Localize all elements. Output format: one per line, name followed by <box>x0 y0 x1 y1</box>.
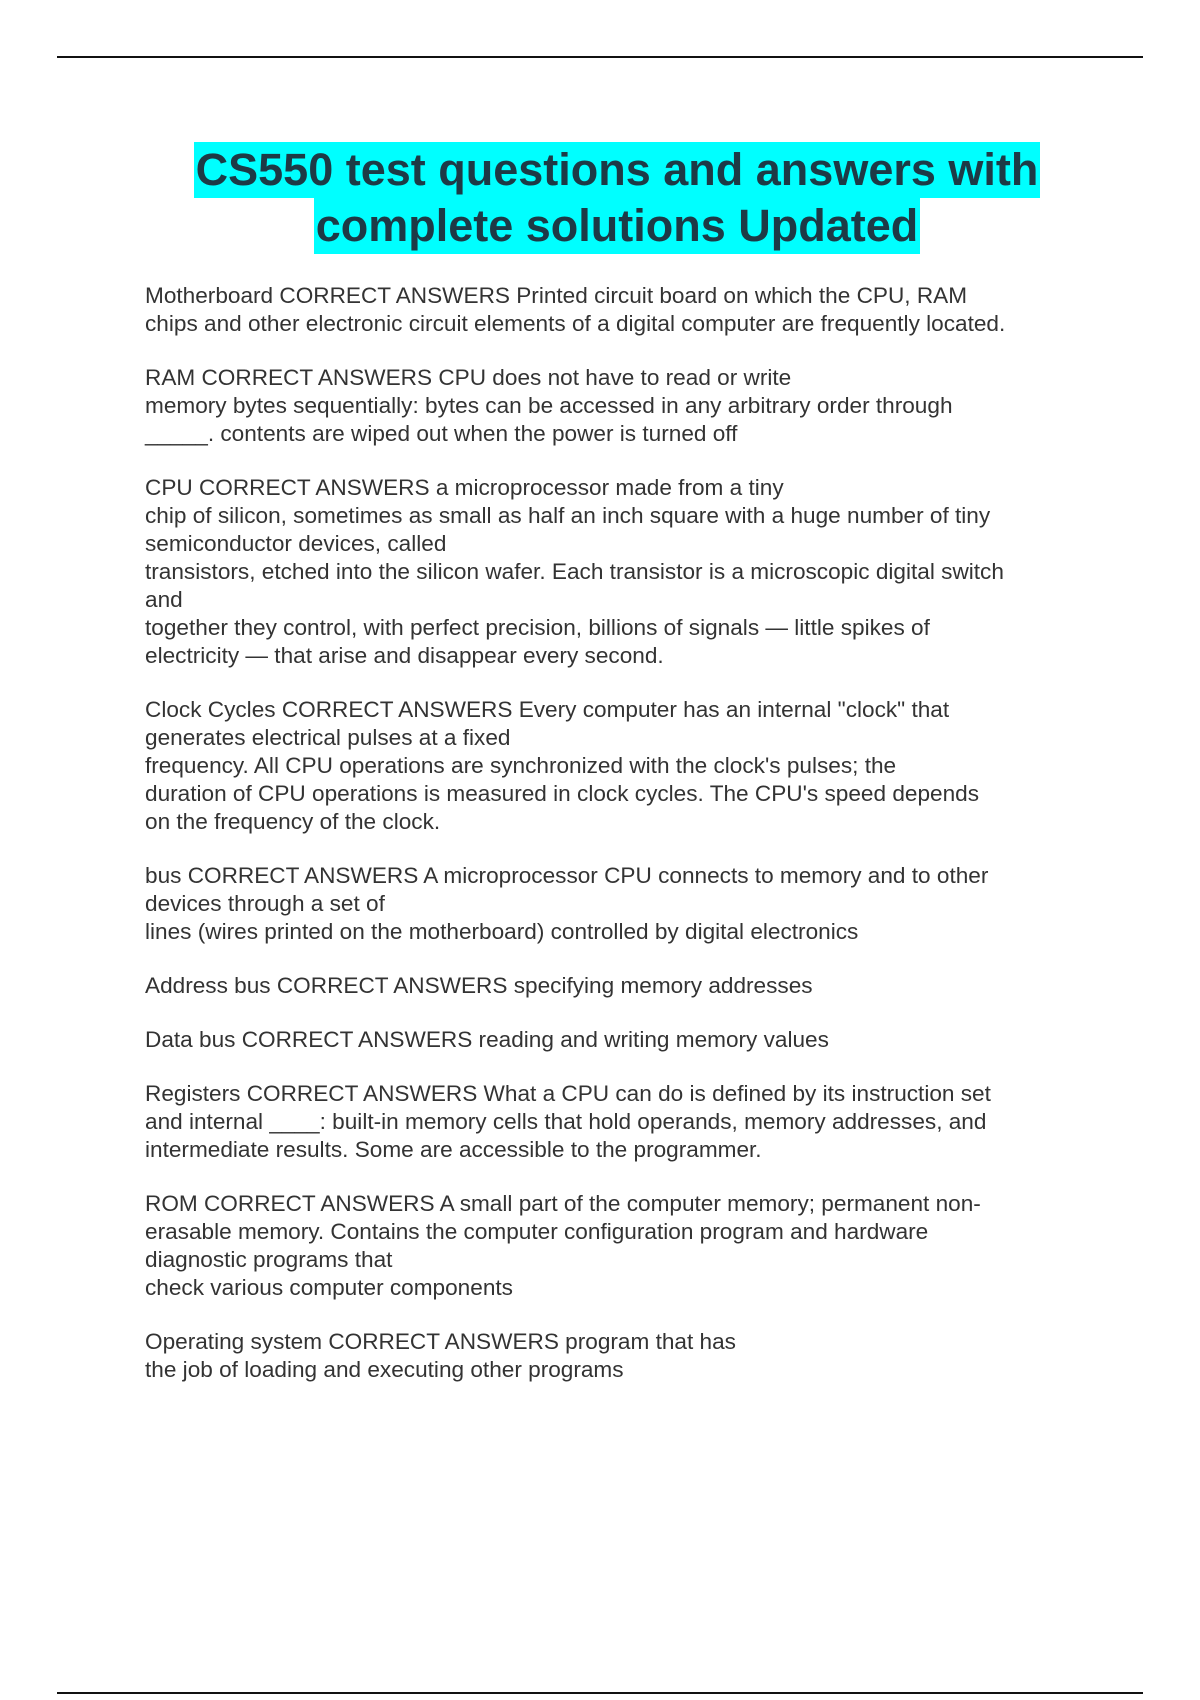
qa-entry-rom <box>145 1190 1095 1302</box>
entry-line: diagnostic programs that <box>145 1247 393 1272</box>
entry-line: chips and other electronic circuit elements of a digital computer are frequently located. <box>145 311 1006 336</box>
bottom-rule <box>57 1692 1143 1694</box>
entry-line: generates electrical pulses at a fixed <box>145 725 511 750</box>
entry-line: frequency. All CPU operations are synchronized with the clock's pulses; the <box>145 753 897 778</box>
entry-line: erasable memory. Contains the computer configuration program and hardware <box>145 1219 929 1244</box>
title-line-2: complete solutions Updated <box>314 198 921 254</box>
entry-line: transistors, etched into the silicon wafer. Each transistor is a microscopic digital switch <box>145 559 1004 584</box>
qa-entry-operating-system <box>145 1328 1095 1384</box>
entry-line: Address bus CORRECT ANSWERS specifying memory addresses <box>145 973 813 998</box>
entry-line: on the frequency of the clock. <box>145 809 441 834</box>
entry-line: electricity — that arise and disappear every second. <box>145 643 664 668</box>
entry-line: Registers CORRECT ANSWERS What a CPU can do is defined by its instruction set <box>145 1081 991 1106</box>
entry-line: CPU CORRECT ANSWERS a microprocessor made from a tiny <box>145 475 784 500</box>
entry-line: Clock Cycles CORRECT ANSWERS Every computer has an internal "clock" that <box>145 697 950 722</box>
entry-line: Operating system CORRECT ANSWERS program that has <box>145 1329 736 1354</box>
entry-line: duration of CPU operations is measured in clock cycles. The CPU's speed depends <box>145 781 980 806</box>
entry-line: the job of loading and executing other programs <box>145 1357 624 1382</box>
qa-entry-bus <box>145 862 1095 946</box>
qa-entry-motherboard <box>145 282 1095 338</box>
document-title <box>100 142 1134 254</box>
entry-line: RAM CORRECT ANSWERS CPU does not have to read or write <box>145 365 792 390</box>
qa-entry-registers <box>145 1080 1095 1164</box>
entry-line: devices through a set of <box>145 891 385 916</box>
entry-line: Motherboard CORRECT ANSWERS Printed circuit board on which the CPU, RAM <box>145 283 968 308</box>
entry-line: intermediate results. Some are accessible to the programmer. <box>145 1137 762 1162</box>
entry-line: together they control, with perfect precision, billions of signals — little spikes of <box>145 615 930 640</box>
entry-line: ROM CORRECT ANSWERS A small part of the computer memory; permanent non- <box>145 1191 981 1216</box>
qa-entry-ram <box>145 364 1095 448</box>
title-line-1: CS550 test questions and answers with <box>194 142 1041 198</box>
qa-entry-data-bus <box>145 1026 1095 1054</box>
entry-line: memory bytes sequentially: bytes can be accessed in any arbitrary order through <box>145 393 953 418</box>
entry-line: semiconductor devices, called <box>145 531 447 556</box>
qa-list <box>145 282 1095 1410</box>
qa-entry-address-bus <box>145 972 1095 1000</box>
top-rule <box>57 56 1143 58</box>
entry-line: and <box>145 587 183 612</box>
entry-line: check various computer components <box>145 1275 513 1300</box>
qa-entry-clock-cycles <box>145 696 1095 836</box>
entry-line: Data bus CORRECT ANSWERS reading and writing memory values <box>145 1027 829 1052</box>
entry-line: chip of silicon, sometimes as small as half an inch square with a huge number of tiny <box>145 503 991 528</box>
entry-line: _____. contents are wiped out when the power is turned off <box>145 421 738 446</box>
qa-entry-cpu <box>145 474 1095 670</box>
entry-line: and internal ____: built-in memory cells that hold operands, memory addresses, and <box>145 1109 987 1134</box>
entry-line: lines (wires printed on the motherboard) controlled by digital electronics <box>145 919 859 944</box>
entry-line: bus CORRECT ANSWERS A microprocessor CPU connects to memory and to other <box>145 863 989 888</box>
